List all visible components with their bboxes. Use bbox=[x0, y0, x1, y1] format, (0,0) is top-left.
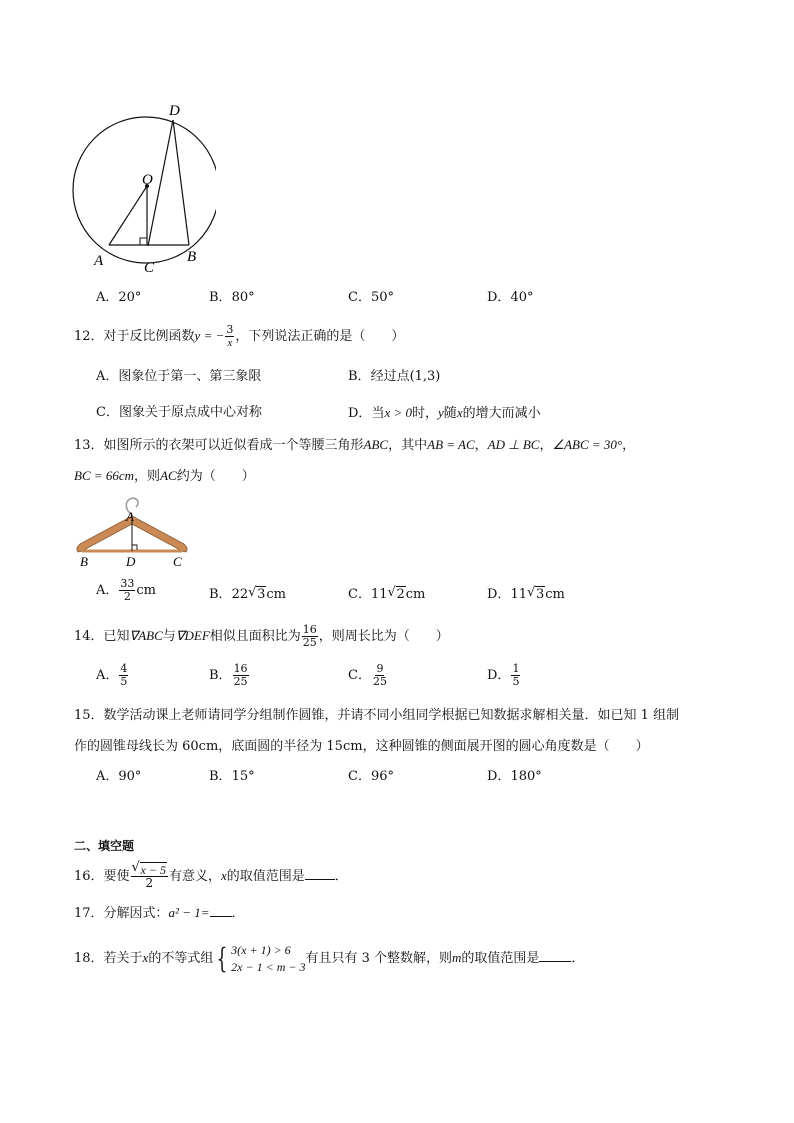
q13-stem-line2: BC = 66cm，则AC约为（ ） bbox=[74, 468, 255, 484]
label-d: D bbox=[126, 554, 136, 569]
q13-option-c[interactable]: C．11 √ 2cm bbox=[348, 585, 426, 602]
hanger-figure bbox=[70, 494, 192, 570]
q11-option-a[interactable]: A．20° bbox=[96, 290, 142, 305]
q15-option-d[interactable]: D．180° bbox=[487, 769, 542, 784]
section-heading-fill-in: 二、填空题 bbox=[74, 839, 135, 853]
label-b: B bbox=[80, 554, 88, 569]
q12-stem: 12．对于反比例函数y = − $\frac{3}{x}$ ，下列说法正确的是（ ） bbox=[74, 323, 405, 349]
q15-stem-line2: 作的圆锥母线长为 60cm，底面圆的半径为 15cm，这种圆锥的侧面展开图的圆心角度数是（ ） bbox=[74, 739, 649, 754]
q14-stem: 14．已知∇ABC与∇DEF相似且面积比为 $\frac{16}{25}$ ，则周长比为（ ） bbox=[74, 623, 449, 649]
q14-option-b[interactable]: B． $\frac{16}{25}$ bbox=[209, 662, 248, 688]
segment-db bbox=[173, 120, 189, 245]
q11-option-c[interactable]: C．50° bbox=[348, 290, 394, 305]
label-a: A bbox=[94, 253, 104, 269]
q14-option-c[interactable]: C． $\frac{9}{25}$ bbox=[348, 662, 387, 688]
q13-option-a[interactable]: A． $\frac{33}{2}$ cm bbox=[96, 577, 156, 603]
q12-option-b[interactable]: B．经过点(1,3) bbox=[348, 369, 441, 384]
right-angle-mark bbox=[140, 238, 147, 245]
circle-figure bbox=[66, 98, 216, 278]
q11-option-d[interactable]: D．40° bbox=[487, 290, 534, 305]
q13-option-b[interactable]: B．22 √ 3cm bbox=[209, 585, 286, 602]
segment-oa bbox=[109, 186, 147, 245]
label-c: C bbox=[144, 260, 155, 276]
q12-option-a[interactable]: A．图象位于第一、第三象限 bbox=[96, 369, 262, 384]
label-o: O bbox=[142, 172, 153, 188]
q12-fraction: $\frac{3}{x}$ bbox=[226, 323, 234, 349]
q15-stem-line1: 15．数学活动课上老师请同学分组制作圆锥，并请不同小组同学根据已知数据求解相关量．如已知 1 组制 bbox=[74, 708, 680, 723]
q18-stem: 18．若关于x的不等式组 { 3(x + 1) > 6 2x − 1 < m − 3 有且只有 3 个整数解，则m的取值范围是 ． bbox=[74, 941, 585, 975]
q14-option-a[interactable]: A． $\frac{4}{5}$ bbox=[96, 662, 128, 688]
q11-option-b[interactable]: B．80° bbox=[209, 290, 255, 305]
q13-option-d[interactable]: D．11 √ 3cm bbox=[487, 585, 565, 602]
q17-stem: 17．分解因式：a² − 1= ． bbox=[74, 905, 245, 921]
q12-option-d[interactable]: D．当x > 0时，y随x的增大而减小 bbox=[348, 405, 541, 421]
q16-stem: 16．要使 √ x − 5 2 有意义，x的取值范围是 ． bbox=[74, 860, 348, 890]
right-angle-mark-d bbox=[132, 545, 137, 550]
label-b: B bbox=[187, 249, 197, 265]
q13-stem-line1: 13．如图所示的衣架可以近似看成一个等腰三角形ABC，其中AB = AC，AD ⊥ BC，∠ABC = 30°， bbox=[74, 437, 636, 453]
q15-option-a[interactable]: A．90° bbox=[96, 769, 142, 784]
label-a: A bbox=[126, 509, 134, 524]
label-d: D bbox=[169, 103, 180, 119]
q12-option-c[interactable]: C．图象关于原点成中心对称 bbox=[96, 405, 262, 420]
q18-answer-blank[interactable] bbox=[539, 949, 571, 962]
q15-option-b[interactable]: B．15° bbox=[209, 769, 255, 784]
q14-option-d[interactable]: D． $\frac{1}{5}$ bbox=[487, 662, 520, 688]
q18-inequality-system: 3(x + 1) > 6 2x − 1 < m − 3 bbox=[231, 942, 306, 974]
q17-answer-blank[interactable] bbox=[210, 904, 232, 917]
q15-option-c[interactable]: C．96° bbox=[348, 769, 394, 784]
label-c: C bbox=[173, 554, 182, 569]
q16-answer-blank[interactable] bbox=[305, 867, 335, 880]
